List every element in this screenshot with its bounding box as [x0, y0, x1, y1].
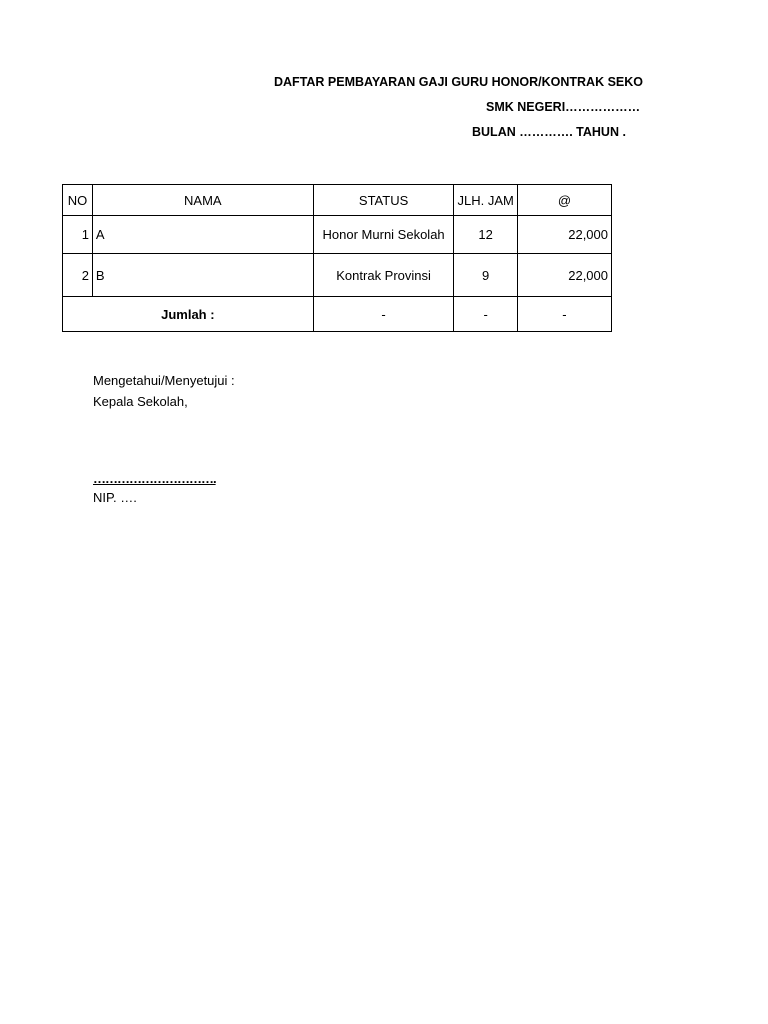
document-title: DAFTAR PEMBAYARAN GAJI GURU HONOR/KONTRAK SEKO: [274, 75, 644, 89]
total-jam: -: [454, 297, 517, 332]
cell-status: Honor Murni Sekolah: [313, 216, 454, 254]
col-header-status: STATUS: [313, 185, 454, 216]
period-line: BULAN …………. TAHUN .: [472, 125, 626, 139]
principal-title: Kepala Sekolah,: [93, 394, 188, 409]
cell-no: 2: [63, 254, 93, 297]
col-header-rate: @: [517, 185, 611, 216]
total-status: -: [313, 297, 454, 332]
school-name: SMK NEGERI………………: [486, 100, 641, 114]
cell-nama: A: [92, 216, 313, 254]
table-header-row: [63, 185, 612, 216]
payroll-table: [62, 184, 612, 332]
total-row: [63, 297, 612, 332]
cell-nama: B: [92, 254, 313, 297]
table-row: [63, 254, 612, 297]
cell-jam: 12: [454, 216, 517, 254]
table-row: [63, 216, 612, 254]
signature-name-line: ………………………….: [93, 471, 216, 486]
cell-status: Kontrak Provinsi: [313, 254, 454, 297]
total-label: Jumlah :: [63, 297, 314, 332]
col-header-jam: JLH. JAM: [454, 185, 517, 216]
cell-no: 1: [63, 216, 93, 254]
cell-rate: 22,000: [517, 254, 611, 297]
approval-label: Mengetahui/Menyetujui :: [93, 373, 235, 388]
col-header-nama: NAMA: [92, 185, 313, 216]
nip-line: NIP. ….: [93, 490, 137, 505]
cell-rate: 22,000: [517, 216, 611, 254]
cell-jam: 9: [454, 254, 517, 297]
col-header-no: NO: [63, 185, 93, 216]
total-rate: -: [517, 297, 611, 332]
